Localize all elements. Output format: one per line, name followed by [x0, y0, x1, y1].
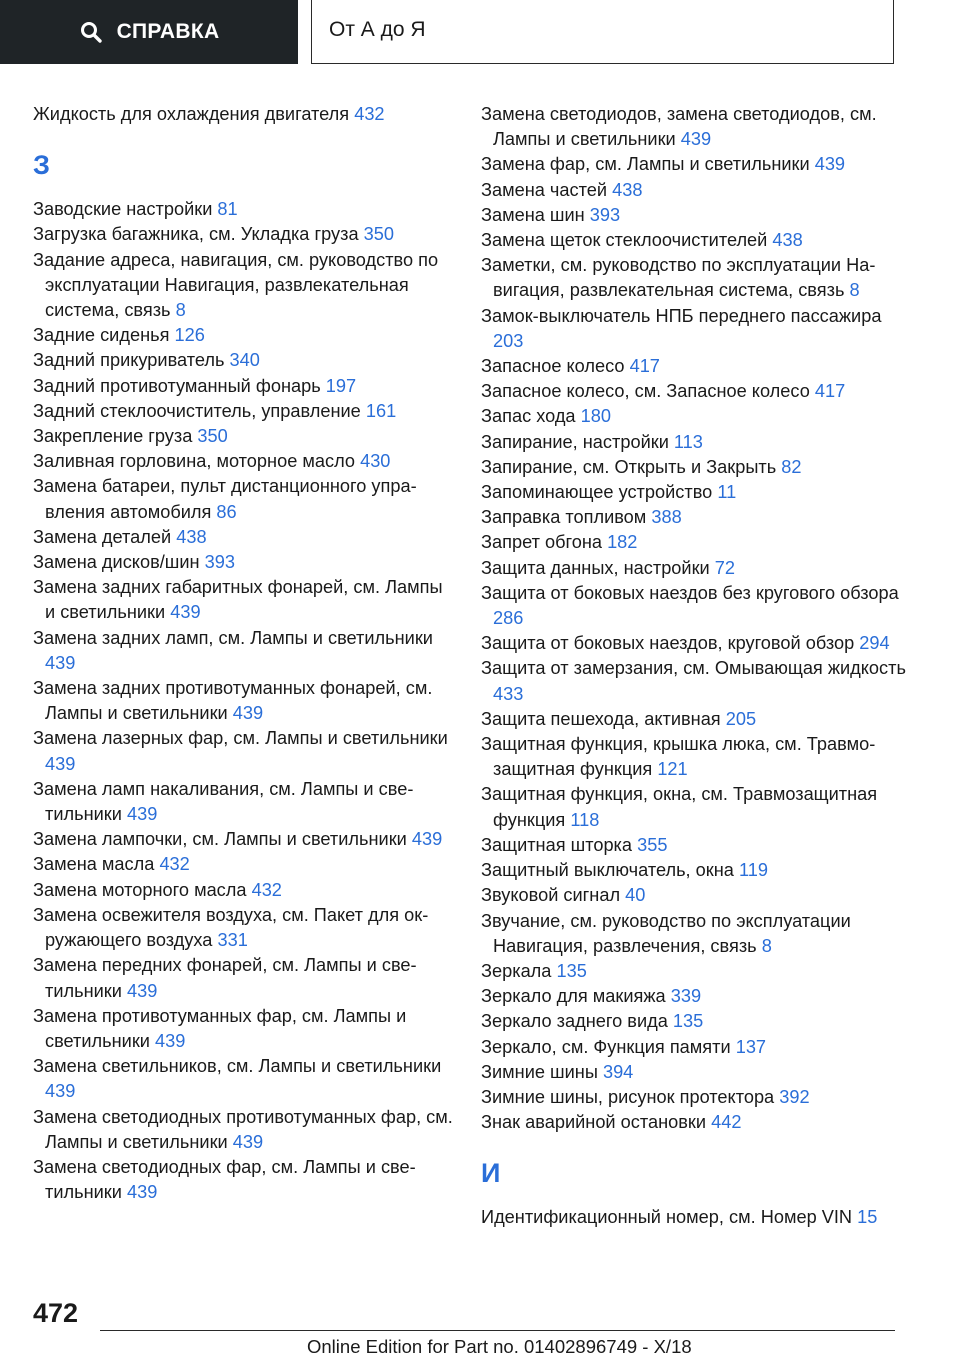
- index-entry-text: Заливная горловина, моторное масло: [33, 451, 356, 472]
- page-reference-link[interactable]: 286: [493, 608, 524, 629]
- page-reference-link[interactable]: 439: [45, 652, 76, 673]
- index-entry-text: Защита пешехода, активная: [481, 708, 721, 729]
- index-entry-text: Замена передних фонарей, см. Лампы и светильники: [33, 955, 417, 1001]
- index-entry: [33, 903, 453, 953]
- index-entry-text: Зеркало заднего вида: [481, 1011, 668, 1032]
- index-entry-text: Замена моторного масла: [33, 879, 247, 900]
- page-reference-link[interactable]: 439: [680, 129, 712, 150]
- help-tab[interactable]: [0, 0, 298, 64]
- index-entry: [33, 1155, 453, 1205]
- page-reference-link[interactable]: 439: [126, 804, 158, 825]
- index-entry-text: Защитная функция, окна, см. Травмозащитная функция: [481, 784, 878, 830]
- index-entry-text: Защитный выключатель, окна: [481, 860, 734, 881]
- index-entry-text: Замена светильников, см. Лампы и светильники: [33, 1056, 442, 1077]
- index-entry: [481, 707, 911, 732]
- index-entry: [481, 1009, 911, 1034]
- page-reference-link[interactable]: 339: [670, 986, 702, 1007]
- page-reference-link[interactable]: 439: [45, 753, 76, 774]
- page-reference-link[interactable]: 417: [814, 381, 846, 402]
- index-entry-text: Защитная функция, крышка люка, см. Травмозащитная функция: [481, 734, 876, 780]
- page-reference-link[interactable]: 439: [155, 1030, 186, 1051]
- page-reference-link[interactable]: 393: [204, 552, 236, 573]
- index-entry-text: Запрет обгона: [481, 532, 602, 553]
- page-reference-link[interactable]: 432: [159, 854, 190, 875]
- index-entry-text: Идентификационный номер, см. Номер VIN: [481, 1207, 853, 1228]
- page-reference-link[interactable]: 355: [637, 834, 668, 855]
- index-entry: [481, 1110, 911, 1135]
- index-entry: [33, 1054, 453, 1104]
- index-entry: [481, 581, 911, 631]
- index-entry-text: Замена частей: [481, 179, 608, 200]
- index-entry: [481, 909, 911, 959]
- page-reference-link[interactable]: 394: [602, 1061, 634, 1082]
- index-entry-text: Замена светодиодов, замена светодиодов, см. Лампы и светильники: [481, 104, 877, 150]
- index-entry-text: Заводские настройки: [33, 199, 213, 220]
- index-entry: [481, 858, 911, 883]
- index-entry-text: Замена светодиодных фар, см. Лампы и светильники: [33, 1156, 416, 1203]
- index-entry: [33, 953, 453, 1003]
- page-reference-link[interactable]: 81: [217, 199, 238, 220]
- page-reference-link[interactable]: 113: [673, 431, 703, 452]
- index-entry: [481, 556, 911, 581]
- page-reference-link[interactable]: 350: [197, 426, 228, 447]
- index-entry: [481, 1205, 911, 1230]
- index-entry-text: Закрепление груза: [33, 426, 193, 447]
- index-entry-text: Замена шин: [481, 204, 585, 225]
- index-entry: [481, 228, 911, 253]
- help-tab-label: СПРАВКА: [116, 20, 220, 43]
- page-reference-link[interactable]: 197: [325, 375, 357, 396]
- index-entry: [481, 984, 911, 1009]
- index-entry-text: Защита от замерзания, см. Омывающая жидкость: [481, 658, 906, 679]
- index-entry: [33, 852, 453, 877]
- index-entry: [481, 430, 911, 455]
- index-entry: [481, 203, 911, 228]
- index-entry: [33, 1105, 453, 1155]
- index-entry: [481, 1085, 911, 1110]
- index-entry: [33, 399, 453, 424]
- index-entry: [481, 782, 911, 832]
- index-entry: [481, 530, 911, 555]
- index-entry: [481, 631, 911, 656]
- page-reference-link[interactable]: 439: [170, 602, 201, 623]
- page-reference-link[interactable]: 439: [232, 703, 264, 724]
- page-reference-link[interactable]: 417: [629, 356, 660, 377]
- index-entry-text: Жидкость для охлаждения двигателя: [33, 104, 350, 124]
- index-entry-text: Звучание, см. руководство по эксплуатации Навигация, развлечения, связь: [481, 910, 851, 956]
- page-reference-link[interactable]: 205: [725, 708, 757, 729]
- page-reference-link[interactable]: 438: [772, 230, 803, 251]
- index-entry-text: Запоминающее устройство: [481, 482, 713, 503]
- page-reference-link[interactable]: 72: [714, 557, 735, 578]
- page-reference-link[interactable]: 439: [45, 1081, 76, 1102]
- index-entry-text: Замена масла: [33, 854, 155, 875]
- page-reference-link[interactable]: 182: [607, 532, 638, 553]
- page-reference-link[interactable]: 8: [761, 935, 772, 956]
- index-entry: [33, 474, 453, 524]
- index-entry: [481, 152, 911, 177]
- index-entry-text: Задний стеклоочиститель, управление: [33, 400, 361, 421]
- index-entry: [33, 102, 453, 127]
- index-entry-text: Замена светодиодных противотуманных фар, см. Лампы и светильники: [33, 1106, 453, 1152]
- page-number: 472: [33, 1298, 79, 1328]
- index-entry-text: Задание адреса, навигация, см. руководство по эксплуатации Навигация, развлекательная система, связь: [33, 249, 439, 321]
- index-entry: [481, 455, 911, 480]
- a-to-z-tab-label: От А до Я: [329, 18, 426, 41]
- index-entry: [33, 726, 453, 776]
- index-entry: [481, 732, 911, 782]
- index-entry-text: Защита от боковых наездов без кругового обзора: [481, 582, 899, 603]
- footer-divider: [100, 1330, 895, 1331]
- index-entry: [481, 959, 911, 984]
- index-entry: [33, 878, 453, 903]
- index-entry-text: Замена освежителя воздуха, см. Пакет для окружающего воздуха: [33, 904, 429, 951]
- page-reference-link[interactable]: 439: [126, 980, 158, 1001]
- index-entry-text: Замена задних габаритных фонарей, см. Лампы и светильники: [33, 577, 443, 623]
- page-reference-link[interactable]: 433: [493, 683, 524, 704]
- page-reference-link[interactable]: 331: [217, 930, 248, 951]
- edition-footer: Online Edition for Part no. 01402896749 - X/18: [307, 1336, 692, 1357]
- index-entry-text: Запирание, настройки: [481, 431, 669, 452]
- index-entry-text: Замена лазерных фар, см. Лампы и светильники: [33, 728, 448, 749]
- index-entry: [481, 833, 911, 858]
- index-entry-text: Замена противотуманных фар, см. Лампы и светильники: [33, 1005, 407, 1051]
- index-column-right: [481, 102, 911, 1231]
- index-column-left: [33, 102, 453, 1205]
- page-reference-link[interactable]: 15: [857, 1207, 878, 1228]
- index-entry-text: Замена щеток стеклоочистителей: [481, 230, 768, 251]
- index-entry-text: Замена фар, см. Лампы и светильники: [481, 154, 810, 175]
- index-entry: [33, 222, 453, 247]
- index-entry: [481, 1035, 911, 1060]
- section-letter: З: [33, 150, 50, 181]
- page-reference-link[interactable]: 439: [411, 829, 443, 850]
- page-reference-link[interactable]: 393: [589, 204, 621, 225]
- index-entry: [33, 348, 453, 373]
- index-entry-text: Заправка топливом: [481, 507, 647, 528]
- index-entry: [33, 525, 453, 550]
- index-entry-text: Задний прикуриватель: [33, 350, 225, 371]
- index-entry-text: Зимние шины, рисунок протектора: [481, 1086, 775, 1107]
- page-reference-link[interactable]: 350: [363, 224, 394, 245]
- index-entry: [481, 354, 911, 379]
- page-reference-link[interactable]: 388: [651, 507, 682, 528]
- index-entry-text: Зеркало для макияжа: [481, 986, 666, 1007]
- index-entry-text: Загрузка багажника, см. Укладка груза: [33, 224, 359, 245]
- page-reference-link[interactable]: 119: [738, 860, 768, 881]
- index-entry: [481, 505, 911, 530]
- section-letter: И: [481, 1158, 501, 1189]
- index-entry: [33, 1004, 453, 1054]
- page-reference-link[interactable]: 180: [580, 406, 611, 427]
- page-reference-link[interactable]: 439: [232, 1131, 264, 1152]
- index-entry-text: Запирание, см. Открыть и Закрыть: [481, 456, 777, 477]
- index-entry: [481, 253, 911, 303]
- page-reference-link[interactable]: 430: [360, 451, 391, 472]
- page-reference-link[interactable]: 392: [779, 1086, 810, 1107]
- page-reference-link[interactable]: 438: [612, 179, 643, 200]
- index-entry: [33, 197, 453, 222]
- index-entry: [33, 449, 453, 474]
- index-entry: [481, 102, 911, 152]
- top-header: [0, 0, 960, 66]
- page-reference-link[interactable]: 135: [556, 960, 587, 981]
- page-reference-link[interactable]: 438: [176, 526, 207, 547]
- index-entry-text: Замена задних противотуманных фонарей, см. Лампы и светильники: [33, 678, 433, 724]
- page-reference-link[interactable]: 118: [570, 809, 600, 830]
- index-entry: [33, 323, 453, 348]
- page-reference-link[interactable]: 161: [365, 400, 397, 421]
- index-entry: [33, 374, 453, 399]
- index-entry-text: Задние сиденья: [33, 325, 170, 346]
- index-entry: [481, 178, 911, 203]
- page-reference-link[interactable]: 432: [251, 879, 282, 900]
- index-entry: [481, 656, 911, 706]
- index-entry-text: Зеркала: [481, 960, 552, 981]
- page-reference-link[interactable]: 439: [814, 154, 846, 175]
- index-entry: [481, 883, 911, 908]
- index-entry: [33, 248, 453, 324]
- index-entry: [481, 480, 911, 505]
- page-reference-link[interactable]: 439: [126, 1182, 158, 1203]
- index-entry-text: Замок-выключатель НПБ переднего пассажира: [481, 305, 882, 326]
- page-reference-link[interactable]: 11: [717, 482, 737, 503]
- search-icon: [79, 20, 103, 44]
- index-entry-text: Замена задних ламп, см. Лампы и светильники: [33, 627, 433, 648]
- index-entry-text: Задний противотуманный фонарь: [33, 375, 321, 396]
- page-reference-link[interactable]: 137: [735, 1036, 767, 1057]
- index-entry-text: Запас хода: [481, 406, 576, 427]
- page-reference-link[interactable]: 8: [849, 280, 860, 301]
- index-entry-text: Зеркало, см. Функция памяти: [481, 1036, 731, 1057]
- page-reference-link[interactable]: 40: [625, 885, 646, 906]
- page-reference-link[interactable]: 126: [174, 325, 205, 346]
- index-entry-text: Защитная шторка: [481, 834, 633, 855]
- index-entry: [33, 550, 453, 575]
- page-reference-link[interactable]: 203: [493, 330, 524, 351]
- index-entry-text: Защита данных, настройки: [481, 557, 710, 578]
- page-reference-link[interactable]: 442: [711, 1112, 742, 1133]
- index-entry: [481, 1060, 911, 1085]
- index-entry: [33, 777, 453, 827]
- index-entry-text: Звуковой сигнал: [481, 885, 621, 906]
- index-entry: [481, 304, 911, 354]
- page-reference-link[interactable]: 121: [657, 759, 688, 780]
- index-entry-text: Защита от боковых наездов, круговой обзор: [481, 633, 855, 654]
- page-reference-link[interactable]: 8: [175, 300, 186, 321]
- index-entry-text: Замена ламп накаливания, см. Лампы и светильники: [33, 778, 414, 825]
- index-entry-text: Зимние шины: [481, 1061, 598, 1082]
- page-reference-link[interactable]: 294: [859, 633, 890, 654]
- index-entry: [33, 827, 453, 852]
- index-entry: [33, 626, 453, 676]
- index-entry: [481, 404, 911, 429]
- index-entry-text: Замена лампочки, см. Лампы и светильники: [33, 829, 407, 850]
- index-entry: [481, 379, 911, 404]
- index-entry: [33, 575, 453, 625]
- a-to-z-tab[interactable]: [311, 0, 894, 64]
- page-reference-link[interactable]: 86: [216, 501, 237, 522]
- page-reference-link[interactable]: 82: [781, 456, 802, 477]
- page-reference-link[interactable]: 432: [354, 104, 385, 124]
- index-entry-text: Замена батареи, пульт дистанционного управления автомобиля: [33, 476, 417, 522]
- index-entry: [33, 424, 453, 449]
- index-entry-text: Знак аварийной остановки: [481, 1112, 707, 1133]
- index-entry-text: Замена дисков/шин: [33, 552, 200, 573]
- index-entry-text: Заметки, см. руководство по эксплуатации Навигация, развлекательная система, связь: [481, 255, 876, 301]
- index-entry-text: Запасное колесо, см. Запасное колесо: [481, 381, 810, 402]
- index-entry-text: Запасное колесо: [481, 356, 625, 377]
- page-reference-link[interactable]: 340: [229, 350, 260, 371]
- page-reference-link[interactable]: 135: [672, 1011, 704, 1032]
- index-entry: [33, 676, 453, 726]
- index-entry-text: Замена деталей: [33, 526, 172, 547]
